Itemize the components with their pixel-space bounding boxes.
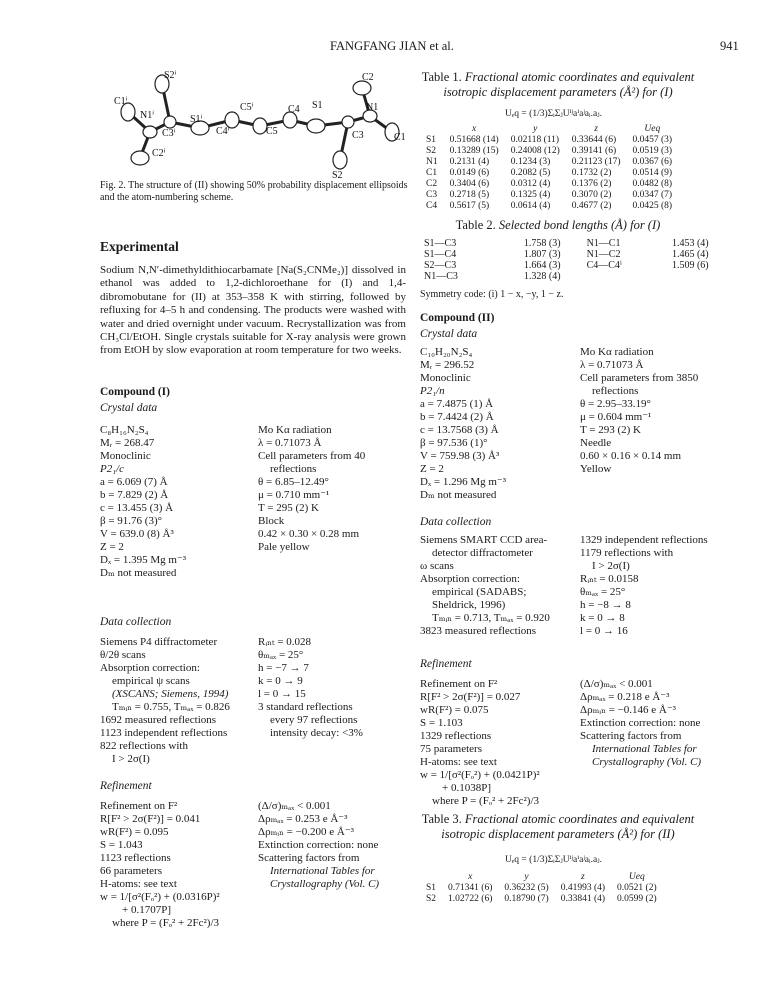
table-row (420, 135, 678, 146)
refinement-line: 66 parameters (100, 865, 162, 877)
collection-line: empirical (SADABS; (432, 586, 527, 598)
crystal-line: Cell parameters from 40 (258, 450, 366, 462)
refinement-line: Δρₘₐₓ = 0.253 e Å⁻³ (258, 813, 348, 825)
refinement-line: w = 1/[σ²(Fₒ²) + (0.0316P)² (100, 891, 220, 903)
running-title: FANGFANG JIAN et al. (330, 39, 454, 53)
cell: N1 (426, 157, 438, 167)
refinement-line: Scattering factors from (580, 730, 682, 742)
cell: 0.1732 (2) (571, 168, 612, 178)
refinement-line: International Tables for (270, 865, 375, 877)
cell: 0.2082 (5) (510, 168, 551, 178)
compound1-heading: Compound (I) (100, 386, 170, 398)
atom-label: S2ⁱ (164, 70, 177, 81)
collection-line: h = −7 → 7 (258, 662, 309, 674)
cell: S1—C4 (424, 249, 457, 260)
table2 (418, 238, 715, 282)
cell: 0.1376 (2) (571, 179, 612, 189)
crystal-line: Monoclinic (420, 372, 471, 384)
table3-label: Table 3. (421, 812, 462, 826)
atom-label: C2ⁱ (152, 148, 166, 159)
cell: 1.465 (4) (671, 249, 709, 260)
crystal-line: P2₁/c (100, 463, 124, 475)
cell: 0.0367 (6) (632, 157, 673, 167)
table3 (420, 872, 663, 905)
refinement-line: wR(F²) = 0.075 (420, 704, 489, 716)
compound1-crystal-left (100, 424, 186, 580)
cell: 0.1234 (3) (510, 157, 551, 167)
crystal-line: Dₓ = 1.296 Mg m⁻³ (420, 476, 507, 488)
compound1-collection-heading: Data collection (100, 616, 172, 628)
cell: 0.3404 (6) (449, 179, 490, 189)
atom-label: C5 (266, 126, 278, 137)
table1-caption (420, 70, 696, 100)
table-row (418, 260, 715, 271)
atom-label: S1 (312, 100, 323, 111)
refinement-line: Extinction correction: none (580, 717, 701, 729)
cell: 0.51668 (14) (449, 135, 499, 145)
cell: 1.758 (3) (523, 238, 561, 249)
crystal-line: Pale yellow (258, 541, 310, 553)
atom-label: S2 (332, 170, 343, 180)
cell: 0.2718 (5) (449, 190, 490, 200)
cell: 0.1325 (4) (510, 190, 551, 200)
table-row (420, 179, 678, 190)
refinement-line: H-atoms: see text (420, 756, 497, 768)
table3-caption (420, 812, 696, 842)
collection-line: k = 0 → 8 (580, 612, 625, 624)
cell: 0.33644 (6) (571, 135, 617, 145)
refinement-line: Refinement on F² (100, 800, 178, 812)
compound1-refinement-right (258, 800, 379, 891)
refinement-line: Extinction correction: none (258, 839, 379, 851)
collection-line: 3 standard reflections (258, 701, 353, 713)
refinement-line: (Δ/σ)ₘₐₓ < 0.001 (258, 800, 331, 812)
cell: 1.02722 (6) (448, 894, 493, 904)
compound2-refinement-left (420, 678, 540, 808)
crystal-line: Needle (580, 437, 612, 449)
cell: 0.5617 (5) (449, 201, 490, 211)
table3-formula: Uₑq = (1/3)ΣᵢΣⱼUⁱʲaⁱaʲaᵢ.aⱼ. (505, 855, 603, 865)
crystal-line: μ = 0.604 mm⁻¹ (580, 411, 652, 423)
refinement-line: Δρₘₐₓ = 0.218 e Å⁻³ (580, 691, 670, 703)
atom-label: C2 (362, 72, 374, 83)
collection-line: Siemens P4 diffractometer (100, 636, 218, 648)
cell: 0.18790 (7) (504, 894, 549, 904)
crystal-line: 0.60 × 0.16 × 0.14 mm (580, 450, 682, 462)
cell: 1.453 (4) (671, 238, 709, 249)
cell: 0.0599 (2) (617, 894, 657, 904)
crystal-line: Mo Kα radiation (258, 424, 332, 436)
collection-line: θₘₐₓ = 25° (580, 586, 626, 598)
collection-line: θ/2θ scans (100, 649, 146, 661)
crystal-line: V = 639.0 (8) Å³ (100, 528, 174, 540)
table1-formula: Uₑq = (1/3)ΣᵢΣⱼUⁱʲaⁱaʲaᵢ.aⱼ. (505, 109, 603, 119)
column-header: z (581, 872, 585, 882)
atom-label: C3 (352, 130, 364, 141)
refinement-line: 75 parameters (420, 743, 482, 755)
cell: 0.36232 (5) (504, 883, 549, 893)
atom-label: N1ⁱ (140, 110, 155, 121)
cell: S1 (426, 883, 437, 893)
refinement-line: H-atoms: see text (100, 878, 177, 890)
compound2-refinement-right (580, 678, 701, 769)
collection-line: Tₘᵢₙ = 0.713, Tₘₐₓ = 0.920 (432, 612, 550, 624)
refinement-line: where P = (Fₒ² + 2Fc²)/3 (112, 917, 220, 929)
table-row (420, 168, 678, 179)
atom-label: C4ⁱ (216, 126, 230, 137)
cell: 0.0312 (4) (510, 179, 551, 189)
cell: 1.328 (4) (523, 271, 561, 282)
collection-line: Absorption correction: (420, 573, 520, 585)
refinement-line: Δρₘᵢₙ = −0.146 e Å⁻³ (580, 704, 676, 716)
crystal-line: Yellow (580, 463, 612, 475)
cell: C1 (426, 168, 438, 178)
cell: N1—C2 (586, 249, 621, 260)
cell: S2 (426, 894, 437, 904)
crystal-line: T = 293 (2) K (580, 424, 641, 436)
crystal-line: V = 759.98 (3) Å³ (420, 450, 500, 462)
experimental-heading: Experimental (100, 239, 179, 254)
cell: S2 (426, 146, 437, 156)
collection-line: I > 2σ(I) (112, 753, 150, 765)
cell (628, 271, 715, 282)
collection-line: 1123 independent reflections (100, 727, 228, 739)
crystal-line: θ = 2.95–33.19° (580, 398, 651, 410)
cell: 1.807 (3) (523, 249, 561, 260)
compound1-collection-right (258, 636, 363, 740)
page-number: 941 (720, 39, 739, 53)
cell: N1—C1 (586, 238, 621, 249)
refinement-line: International Tables for (592, 743, 697, 755)
column-header: y (524, 872, 529, 882)
crystal-line: c = 13.7568 (3) Å (420, 424, 499, 436)
collection-line: every 97 reflections (270, 714, 358, 726)
crystal-line: 0.42 × 0.30 × 0.28 mm (258, 528, 360, 540)
column-header: x (472, 124, 477, 134)
cell (567, 271, 628, 282)
refinement-line: + 0.1038P] (442, 782, 491, 794)
crystal-line: λ = 0.71073 Å (580, 359, 644, 371)
crystal-line: Z = 2 (100, 541, 124, 553)
cell: 0.0521 (2) (617, 883, 657, 893)
crystal-line: Mᵣ = 296.52 (420, 359, 475, 371)
cell: S1—C3 (424, 238, 457, 249)
symmetry-code: Symmetry code: (i) 1 − x, −y, 1 − z. (420, 289, 564, 300)
column-header (420, 124, 444, 135)
crystal-line: b = 7.4424 (2) Å (420, 411, 494, 423)
compound2-collection-left (420, 534, 550, 638)
refinement-line: S = 1.103 (420, 717, 463, 729)
refinement-line: 1123 reflections (100, 852, 171, 864)
collection-line: l = 0 → 16 (580, 625, 628, 637)
collection-line: (XSCANS; Siemens, 1994) (112, 688, 229, 700)
crystal-line: a = 6.069 (7) Å (100, 476, 168, 488)
collection-line: intensity decay: <3% (270, 727, 363, 739)
compound2-heading: Compound (II) (420, 312, 495, 324)
cell: N1—C3 (424, 271, 458, 282)
cell: 0.41993 (4) (560, 883, 606, 893)
table2-caption (420, 218, 696, 233)
cell: 0.0425 (8) (632, 201, 673, 211)
refinement-line: Crystallography (Vol. C) (270, 878, 380, 890)
table2-title: Selected bond lengths (Å) for (I) (498, 218, 661, 232)
cell: 0.0347 (7) (632, 190, 673, 200)
cell: 1.509 (6) (671, 260, 709, 271)
collection-line: detector diffractometer (432, 547, 533, 559)
cell: S2—C3 (424, 260, 457, 271)
atom-label: C1 (394, 132, 406, 143)
crystal-line: C₁₀H₂₀N₂S₄ (420, 346, 473, 358)
table-header-row (420, 872, 663, 883)
refinement-line: w = 1/[σ²(Fₒ²) + (0.0421P)² (420, 769, 540, 781)
cell: 0.3070 (2) (571, 190, 612, 200)
table-row (420, 883, 663, 894)
table1-label: Table 1. (421, 70, 462, 84)
cell: 0.0519 (3) (632, 146, 673, 156)
collection-line: ω scans (420, 560, 454, 572)
compound1-crystal-right (258, 424, 365, 554)
cell: 0.02118 (11) (510, 135, 560, 145)
table-row (420, 190, 678, 201)
crystal-line: a = 7.4875 (1) Å (420, 398, 494, 410)
cell: C2 (426, 179, 438, 189)
collection-line: Rᵢₙₜ = 0.028 (258, 636, 312, 648)
table-row (418, 271, 715, 282)
cell: 0.0457 (3) (632, 135, 673, 145)
compound1-refinement-heading: Refinement (100, 780, 152, 792)
refinement-line: wR(F²) = 0.095 (100, 826, 169, 838)
collection-line: Sheldrick, 1996) (432, 599, 506, 611)
column-header: Ueq (644, 124, 661, 134)
molecule-figure (100, 70, 410, 180)
collection-line: θₘₐₓ = 25° (258, 649, 304, 661)
column-header: y (533, 124, 538, 134)
cell: S1 (426, 135, 437, 145)
table-row (420, 201, 678, 212)
cell: 0.0514 (9) (632, 168, 673, 178)
crystal-line: θ = 6.85–12.49° (258, 476, 329, 488)
compound2-collection-heading: Data collection (420, 516, 492, 528)
refinement-line: S = 1.043 (100, 839, 143, 851)
collection-line: 3823 measured reflections (420, 625, 537, 637)
table-row (418, 238, 715, 249)
refinement-line: Scattering factors from (258, 852, 360, 864)
collection-line: 822 reflections with (100, 740, 188, 752)
cell: 0.0614 (4) (510, 201, 551, 211)
refinement-line: where P = (Fₒ² + 2Fc²)/3 (432, 795, 540, 807)
atom-label: S1ⁱ (190, 114, 203, 125)
compound1-refinement-left (100, 800, 220, 930)
refinement-line: + 0.1707P] (122, 904, 171, 916)
crystal-line: Dₓ = 1.395 Mg m⁻³ (100, 554, 187, 566)
collection-line: k = 0 → 9 (258, 675, 303, 687)
atom-label: N1 (366, 102, 379, 113)
table-row (418, 249, 715, 260)
cell: 0.71341 (6) (448, 883, 493, 893)
compound2-refinement-heading: Refinement (420, 658, 472, 670)
cell: C4 (426, 201, 438, 211)
collection-line: Absorption correction: (100, 662, 200, 674)
cell: 0.4677 (2) (571, 201, 612, 211)
table-header-row (420, 124, 678, 135)
column-header: z (594, 124, 598, 134)
crystal-line: μ = 0.710 mm⁻¹ (258, 489, 330, 501)
compound2-crystal-heading: Crystal data (420, 328, 478, 340)
crystal-line: reflections (270, 463, 317, 475)
crystal-line: reflections (592, 385, 639, 397)
crystal-line: Monoclinic (100, 450, 151, 462)
cell: C4—C4ⁱ (586, 260, 622, 271)
atom-label: C1ⁱ (114, 96, 128, 107)
crystal-line: C₈H₁₆N₂S₄ (100, 424, 149, 436)
compound2-collection-right (580, 534, 708, 638)
atom-label: C4 (288, 104, 300, 115)
table2-label: Table 2. (455, 218, 496, 232)
cell: 1.664 (3) (523, 260, 561, 271)
crystal-line: Block (258, 515, 285, 527)
table1 (420, 124, 678, 212)
table-row (420, 146, 678, 157)
crystal-line: λ = 0.71073 Å (258, 437, 322, 449)
cell: C3 (426, 190, 438, 200)
crystal-line: Z = 2 (420, 463, 444, 475)
crystal-line: c = 13.455 (3) Å (100, 502, 174, 514)
cell: 0.24008 (12) (510, 146, 560, 156)
collection-line: empirical ψ scans (112, 675, 190, 687)
column-header (420, 872, 442, 883)
refinement-line: Δρₘᵢₙ = −0.200 e Å⁻³ (258, 826, 354, 838)
crystal-line: T = 295 (2) K (258, 502, 319, 514)
refinement-line: Crystallography (Vol. C) (592, 756, 702, 768)
cell: 0.13289 (15) (449, 146, 499, 156)
experimental-text: Sodium N,N′-dimethyldithiocarbamate [Na(S₂CNMe₂)] dissolved in ethanol was added to 1,2-dichloroethane for (I) and 1,4-dibromobutane for (II) at 353–358 K with stirring, followed by refluxing for 4–5 h and condensing. The products were washed with water and dried overnight under vacuum. Recrystallization was from CH₃Cl/EtOH. Single crystals suitable for X-ray analysis were grown from EtOH by slow evaporation at room temperature for two weeks. (100, 264, 406, 357)
crystal-line: Dₘ not measured (100, 567, 177, 579)
compound2-crystal-left (420, 346, 506, 502)
crystal-line: Mᵣ = 268.47 (100, 437, 155, 449)
cell: 0.0482 (8) (632, 179, 673, 189)
refinement-line: Refinement on F² (420, 678, 498, 690)
table3-title: Fractional atomic coordinates and equivalent isotropic displacement parameters (Å²) for (II) (441, 812, 695, 841)
crystal-line: Cell parameters from 3850 (580, 372, 699, 384)
table1-title: Fractional atomic coordinates and equivalent isotropic displacement parameters (Å²) for (I) (443, 70, 695, 99)
collection-line: Rᵢₙₜ = 0.0158 (580, 573, 639, 585)
cell: 0.33841 (4) (560, 894, 606, 904)
collection-line: 1692 measured reflections (100, 714, 217, 726)
collection-line: 1329 independent reflections (580, 534, 708, 546)
refinement-line: (Δ/σ)ₘₐₓ < 0.001 (580, 678, 653, 690)
cell: 0.21123 (17) (571, 157, 621, 167)
collection-line: 1179 reflections with (580, 547, 674, 559)
column-header: x (468, 872, 473, 882)
atom-label: C5ⁱ (240, 102, 254, 113)
refinement-line: R[F² > 2σ(F²)] = 0.041 (100, 813, 201, 825)
compound1-crystal-heading: Crystal data (100, 402, 158, 414)
collection-line: Tₘᵢₙ = 0.755, Tₘₐₓ = 0.826 (112, 701, 230, 713)
table-row (420, 157, 678, 168)
refinement-line: 1329 reflections (420, 730, 492, 742)
compound2-crystal-right (580, 346, 698, 476)
crystal-line: β = 97.536 (1)° (420, 437, 488, 449)
crystal-line: Mo Kα radiation (580, 346, 654, 358)
refinement-line: R[F² > 2σ(F²)] = 0.027 (420, 691, 521, 703)
collection-line: l = 0 → 15 (258, 688, 306, 700)
collection-line: I > 2σ(I) (592, 560, 630, 572)
column-header: Ueq (628, 872, 645, 882)
cell: 0.0149 (6) (449, 168, 490, 178)
atom-label: C3ⁱ (162, 128, 176, 139)
crystal-line: β = 91.76 (3)° (100, 515, 163, 527)
collection-line: Siemens SMART CCD area- (420, 534, 548, 546)
table-row (420, 894, 663, 905)
crystal-line: Dₘ not measured (420, 489, 497, 501)
crystal-line: b = 7.829 (2) Å (100, 489, 169, 501)
compound1-collection-left (100, 636, 230, 766)
collection-line: h = −8 → 8 (580, 599, 631, 611)
cell: 0.2131 (4) (449, 157, 490, 167)
cell: 0.39141 (6) (571, 146, 617, 156)
crystal-line: P2₁/n (420, 385, 445, 397)
figure-caption: Fig. 2. The structure of (II) showing 50% probability displacement ellipsoids and the atom-numbering scheme. (100, 180, 408, 203)
